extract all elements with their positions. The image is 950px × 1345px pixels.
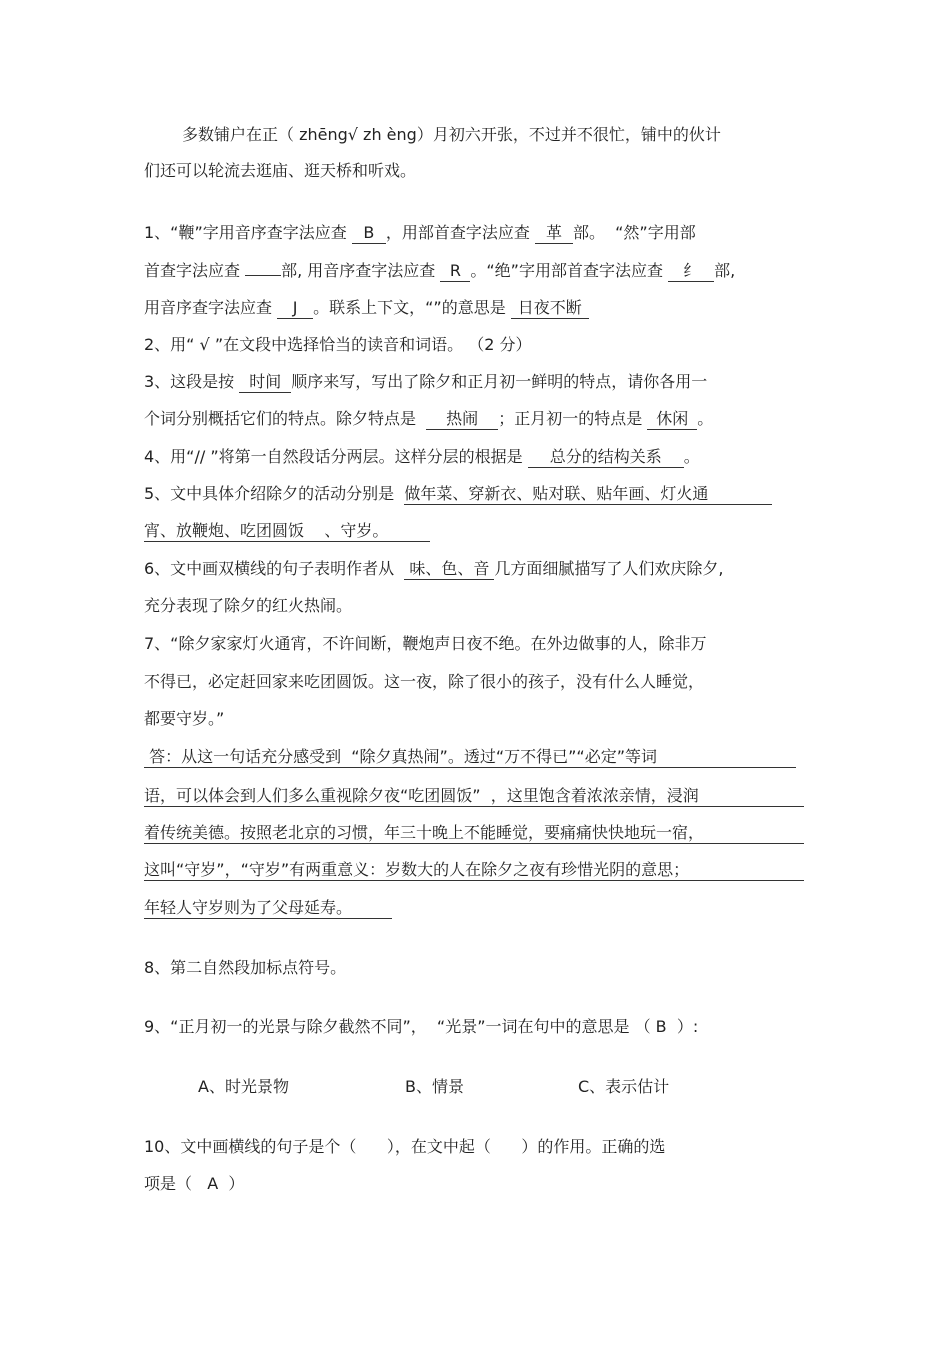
q1-answer-6: J xyxy=(277,298,313,319)
q5-answer-2: 宵、放鞭炮、吃团圆饭 、守岁。 xyxy=(144,521,430,542)
q1-text-d: 首查字法应查 xyxy=(144,261,241,280)
q7-answer-line-1 xyxy=(144,746,796,768)
q1-text-f: 。“绝”字用部首查字法应查 xyxy=(470,261,663,280)
question-10-line-2: 项是（ A ） xyxy=(144,1174,245,1193)
q1-text-g: 部, xyxy=(714,261,736,280)
q6-text-a: 6、文中画双横线的句子表明作者从 xyxy=(144,559,395,578)
question-2: 2、用“ √ ”在文段中选择恰当的读音和词语。 （2 分） xyxy=(144,335,532,354)
question-6-line-1 xyxy=(144,558,723,580)
q9-option-c: C、表示估计 xyxy=(578,1077,670,1096)
question-7-line-3: 都要守岁。” xyxy=(144,709,225,728)
q4-text-a: 4、用“// ”将第一自然段话分两层。这样分层的根据是 xyxy=(144,447,523,466)
question-8: 8、第二自然段加标点符号。 xyxy=(144,958,347,977)
q5-answer-1: 做年菜、穿新衣、贴对联、贴年画、灯火通 xyxy=(404,484,772,505)
q3-text-d: ；正月初一的特点是 xyxy=(498,409,643,428)
q1-text-a: 1、“鞭”字用音序查字法应查 xyxy=(144,223,347,242)
intro-line-2: 们还可以轮流去逛庙、逛天桥和听戏。 xyxy=(144,161,417,180)
question-4 xyxy=(144,446,700,468)
q1-text-b: ，用部首查字法应查 xyxy=(385,223,530,242)
q7-answer-2: 语，可以体会到人们多么重视除夕夜“吃团圆饭” ，这里饱含着浓浓亲情，浸润 xyxy=(144,786,804,807)
q5-text-a: 5、文中具体介绍除夕的活动分别是 xyxy=(144,484,395,503)
q3-text-e: 。 xyxy=(697,409,714,428)
q7-answer-line-2 xyxy=(144,785,804,807)
q7-answer-3: 着传统美德。按照老北京的习惯，年三十晚上不能睡觉，要痛痛快快地玩一宿， xyxy=(144,823,804,844)
question-1-line-1 xyxy=(144,222,696,244)
q7-answer-4: 这叫“守岁”，“守岁”有两重意义：岁数大的人在除夕之夜有珍惜光阴的意思； xyxy=(144,860,804,881)
q3-text-c: 个词分别概括它们的特点。除夕特点是 xyxy=(144,409,417,428)
intro-line-1: 多数铺户在正（ zhēng√ zh èng）月初六开张，不过并不很忙，铺中的伙计 xyxy=(182,125,721,144)
q4-text-b: 。 xyxy=(683,447,700,466)
q6-text-b: 几方面细腻描写了人们欢庆除夕, xyxy=(494,559,724,578)
question-5-line-1 xyxy=(144,483,772,505)
q1-answer-3 xyxy=(245,275,281,276)
question-6-line-2: 充分表现了除夕的红火热闹。 xyxy=(144,596,353,615)
question-7-line-2: 不得已，必定赶回家来吃团圆饭。这一夜，除了很小的孩子，没有什么人睡觉， xyxy=(144,672,705,691)
q7-answer-1: 答：从这一句话充分感受到 “除夕真热闹”。透过“万不得已”“必定”等词 xyxy=(144,747,796,768)
question-5-line-2 xyxy=(144,520,430,542)
q9-option-a: A、时光景物 xyxy=(198,1077,289,1096)
question-10-line-1: 10、文中画横线的句子是个（ ），在文中起（ ）的作用。正确的选 xyxy=(144,1137,666,1156)
q3-answer-1: 时间 xyxy=(239,372,291,393)
question-1-line-2 xyxy=(144,260,735,282)
question-1-line-3 xyxy=(144,297,589,319)
q6-answer: 味、色、音 xyxy=(404,559,494,580)
question-3-line-1 xyxy=(144,371,707,393)
question-9: 9、“正月初一的光景与除夕截然不同”， “光景”一词在句中的意思是 （ B ）: xyxy=(144,1017,699,1036)
q3-answer-2: 热闹 xyxy=(426,409,498,430)
q9-option-b: B、情景 xyxy=(405,1077,464,1096)
q1-answer-5: 纟 xyxy=(668,261,714,282)
q7-answer-line-5 xyxy=(144,897,392,919)
q3-answer-3: 休闲 xyxy=(647,409,697,430)
q3-text-b: 顺序来写，写出了除夕和正月初一鲜明的特点，请你各用一 xyxy=(291,372,708,391)
q3-text-a: 3、这段是按 xyxy=(144,372,235,391)
question-3-line-2 xyxy=(144,408,713,430)
q1-answer-1: B xyxy=(352,223,386,244)
q1-text-i: 。联系上下文，“”的意思是 xyxy=(313,298,506,317)
q4-answer: 总分的结构关系 xyxy=(528,447,684,468)
q1-text-c: 部。 “然”字用部 xyxy=(572,223,696,242)
q7-answer-line-4 xyxy=(144,859,804,881)
q1-text-h: 用音序查字法应查 xyxy=(144,298,273,317)
question-7-line-1: 7、“除夕家家灯火通宵，不许间断，鞭炮声日夜不绝。在外边做事的人，除非万 xyxy=(144,634,707,653)
q7-answer-line-3 xyxy=(144,822,804,844)
q1-answer-4: R xyxy=(440,261,470,282)
q1-answer-7: 日夜不断 xyxy=(511,298,589,319)
q7-answer-5: 年轻人守岁则为了父母延寿。 xyxy=(144,898,392,919)
q1-text-e: 部, 用音序查字法应查 xyxy=(281,261,436,280)
q1-answer-2: 革 xyxy=(535,223,573,244)
